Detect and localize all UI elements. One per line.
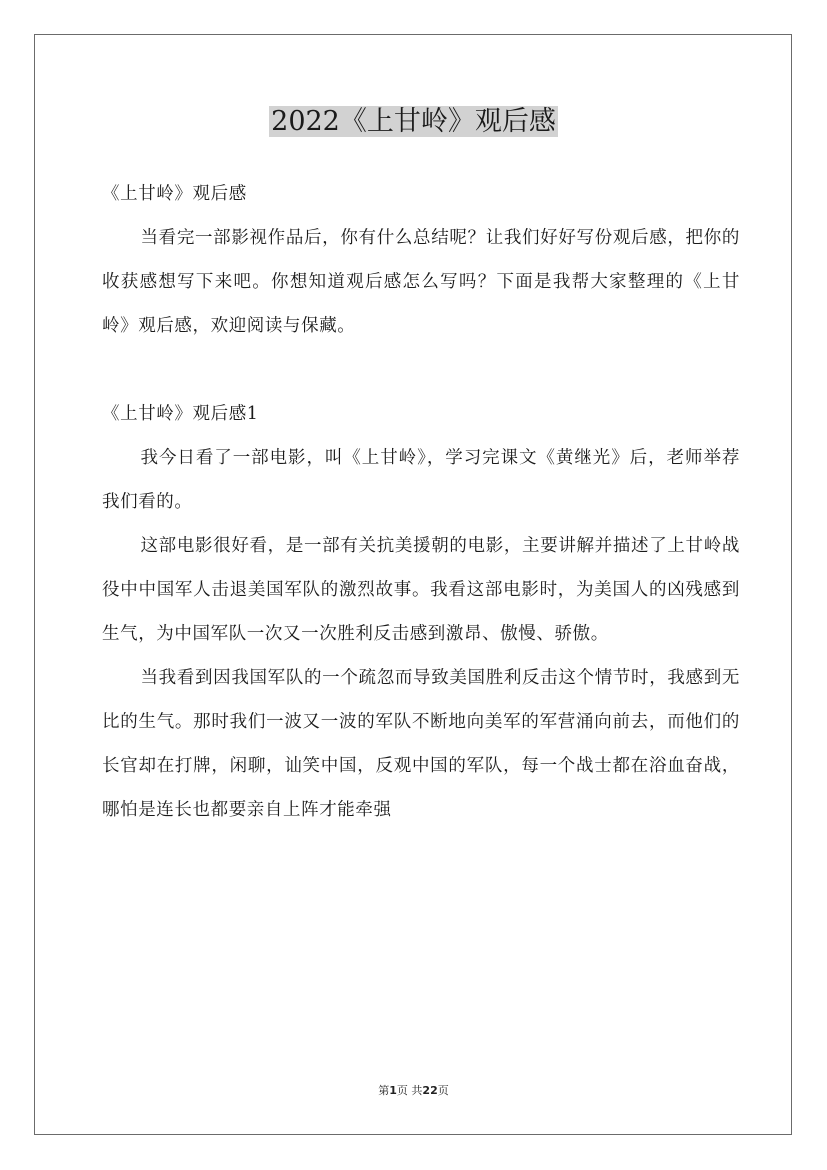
footer-page-number: 1 — [389, 1084, 397, 1097]
section-spacer — [102, 348, 740, 392]
section-heading: 《上甘岭》观后感1 — [102, 404, 259, 424]
footer-suffix: 页 — [437, 1084, 449, 1097]
footer-prefix: 第 — [378, 1084, 390, 1097]
document-title — [0, 102, 827, 142]
footer-total-pages: 22 — [422, 1084, 438, 1097]
body-paragraph-2: 这部电影很好看，是一部有关抗美援朝的电影，主要讲解并描述了上甘岭战役中中国军人击退美国军队的激烈故事。我看这部电影时，为美国人的凶残感到生气，为中国军队一次又一次胜利反击感到激昂、傲慢、骄傲。 — [102, 536, 740, 644]
document-body — [102, 172, 740, 832]
subtitle: 《上甘岭》观后感 — [102, 184, 247, 204]
footer-mid: 页 共 — [396, 1084, 423, 1097]
document-title-text: 2022《上甘岭》观后感 — [271, 106, 556, 137]
body-paragraph-3: 当我看到因我国军队的一个疏忽而导致美国胜利反击这个情节时，我感到无比的生气。那时我们一波又一波的军队不断地向美军的军营涌向前去，而他们的长官却在打牌，闲聊，讪笑中国，反观中国的军队，每一个战士都在浴血奋战，哪怕是连长也都要亲自上阵才能牵强 — [102, 668, 740, 820]
page-footer — [0, 1082, 827, 1098]
intro-paragraph: 当看完一部影视作品后，你有什么总结呢？让我们好好写份观后感，把你的收获感想写下来吧。你想知道观后感怎么写吗？下面是我帮大家整理的《上甘岭》观后感，欢迎阅读与保藏。 — [102, 228, 740, 336]
body-paragraph-1: 我今日看了一部电影，叫《上甘岭》，学习完课文《黄继光》后，老师举荐我们看的。 — [102, 448, 740, 512]
